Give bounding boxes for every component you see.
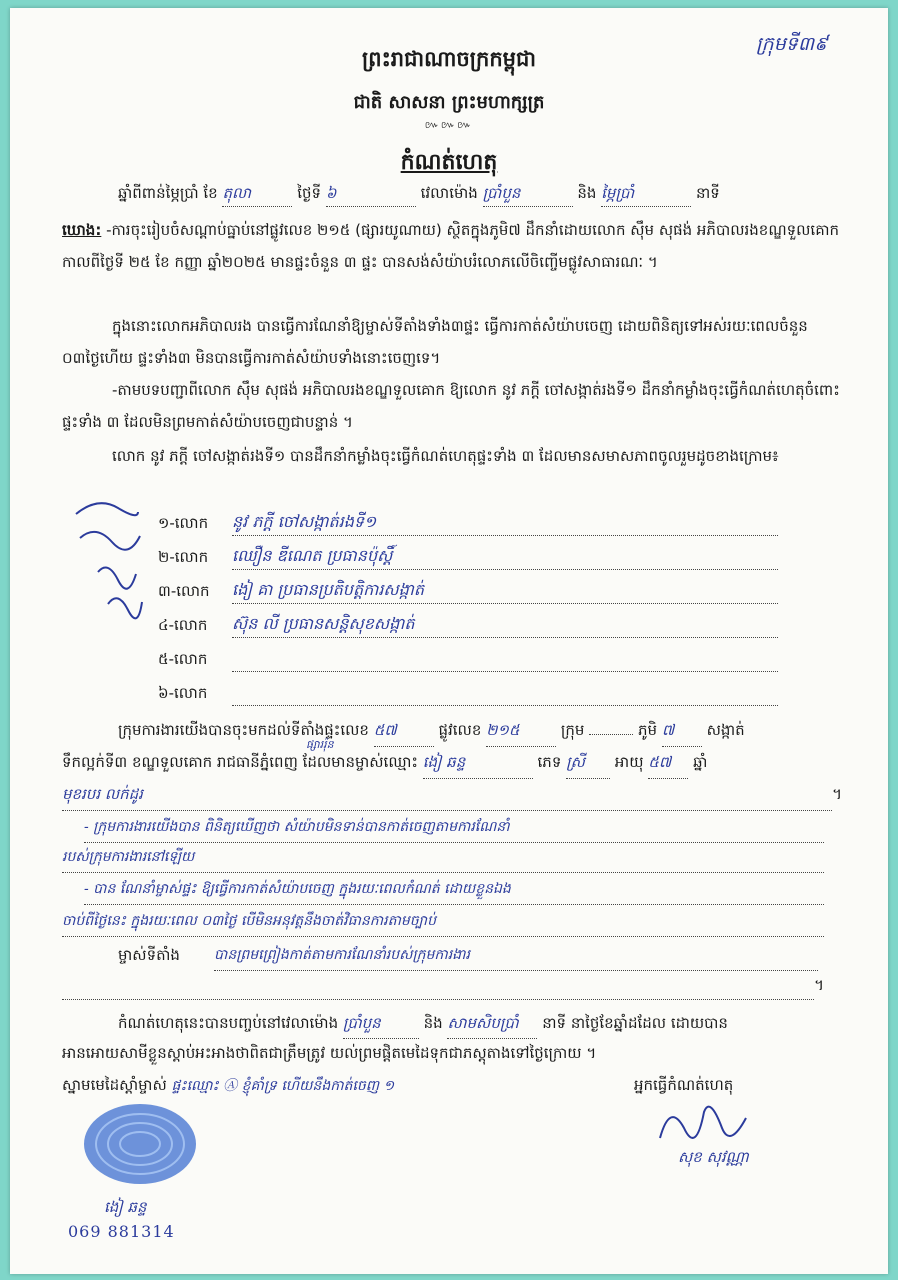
intro-text-5: នាទី (695, 184, 720, 202)
team-text-2: ផ្លូវលេខ (438, 721, 482, 739)
team-text-4: ភូមិ (638, 721, 658, 739)
participant-value (232, 685, 778, 706)
owner-statement: បានព្រមព្រៀងកាត់តាមការណែនាំរបស់ក្រុមការងារ (214, 940, 818, 971)
right-signature-label: អ្នកធ្វើកំណត់ហេតុ (634, 1076, 734, 1094)
participant-row (158, 672, 778, 706)
team-paragraph-line-1 (118, 714, 838, 747)
reason-label: ឃោង: (62, 221, 102, 239)
finding-line-4: ចាប់ពីថ្ងៃនេះ ក្នុងរយៈពេល ០៣ថ្ងៃ បើមិនអនុវត្តនឹងចាត់វិធានការតាមច្បាប់ (62, 906, 824, 937)
paragraph-2: ក្នុងនោះលោកអភិបាលរង បានធ្វើការណែនាំឱ្យម្ចាស់ទីតាំងទាំង៣ផ្ទះ ធ្វើការកាត់សំយ៉ាបចេញ ដោយពិនិត្យទៅអស់រយៈពេលចំនួន ០៣ថ្ងៃហើយ ផ្ទះទាំង៣ មិនបានធ្វើការកាត់សំយ៉ាបទាំងនោះចេញទេ។ (62, 317, 808, 367)
left-signature-label: ស្នាមមេដៃស្តាំម្ចាស់ (62, 1076, 167, 1094)
finding-line-3: - បាន ណែនាំម្ចាស់ផ្ទះ ឱ្យធ្វើការកាត់សំយ៉ាបចេញ ក្នុងរយៈពេលកំណត់ ដោយខ្លួនឯង (84, 874, 824, 905)
blank-line (62, 970, 814, 1000)
closing-line-2: អានអោយសាមីខ្លួនស្តាប់អះអាងថាពិតជាត្រឹមត្រូវ យល់ព្រមផ្តិតមេដៃទុកជាភស្តុតាងទៅថ្ងៃក្រោយ ។ (62, 1044, 597, 1062)
participant-value: ងៀ គា ប្រធានប្រតិបត្តិការសង្កាត់ (232, 579, 778, 604)
intro-line (118, 184, 818, 214)
corner-number: ក្រុមទី៣៩ (756, 33, 828, 55)
line-end: ។ (832, 785, 842, 803)
owner-occupation: មុខរបរ លក់ដូរ (62, 778, 832, 811)
house-number: ៥៧ (374, 714, 434, 747)
participant-label: ៤-លោក (158, 616, 208, 634)
team-text-5: សង្កាត់ (706, 721, 745, 739)
street-number: ២១៥ (486, 714, 556, 747)
team-text-1: ក្រុមការងារយើងបានចុះមកដល់ទីតាំងផ្ទះលេខ (118, 721, 369, 739)
team-text-9: ឆ្នាំ (693, 753, 708, 771)
participant-signatures (68, 494, 158, 634)
team-text-7: ភេទ (537, 753, 562, 771)
closing-minute: សាមសិបប្រាំ (447, 1008, 537, 1039)
participant-label: ៣-លោក (158, 582, 210, 600)
paragraph-3: -តាមបទបញ្ជាពីលោក ស៊ឹម សុផង់ អភិបាលរងខណ្ឌទួលគោក ឱ្យលោក នូវ ភក្តី ចៅសង្កាត់រងទី១ ដឹកនាំកម្លាំងចុះធ្វើកំណត់ហេតុចំពោះផ្ទះទាំង ៣ ដែលមិនព្រមកាត់សំយ៉ាបចេញជាបន្ទាន់ ។ (62, 381, 840, 431)
document-title: កំណត់ហេតុ (400, 150, 498, 175)
left-signature-line (62, 1070, 622, 1101)
thumbprint-name: ងៀ ឆន្ទ (104, 1198, 147, 1216)
finding-line-1: - ក្រុមការងារយើងបាន ពិនិត្យឃើញថា សំយ៉ាបមិនទាន់បានកាត់ចេញតាមការណែនាំ (84, 812, 824, 843)
intro-minute: ម្ភៃប្រាំ (601, 184, 691, 207)
kingdom-heading: ព្រះរាជាណាចក្រកម្ពុជា (361, 46, 536, 71)
participant-label: ៦-លោក (158, 684, 208, 702)
intro-day: ៦ (326, 184, 416, 207)
participant-value: ស៊ុន លី ប្រធានសន្តិសុខសង្កាត់ (232, 613, 778, 638)
team-text-6: ទឹកល្អក់ទី៣ ខណ្ឌទួលគោក រាជធានីភ្នំពេញ ដែលមានម្ចាស់ឈ្មោះ (62, 753, 418, 771)
ornament: ៚៚៚ (424, 120, 474, 131)
closing-text-1: កំណត់ហេតុនេះបានបញ្ចប់នៅវេលាម៉ោង (118, 1014, 339, 1032)
participant-row (158, 604, 778, 638)
intro-hour: ប្រាំបួន (483, 184, 573, 207)
owner-age: ៥៧ (648, 746, 688, 779)
participants-list (158, 502, 778, 706)
above-note: ផ្សាររ៉ុន (306, 738, 334, 751)
phone-number: 069 881314 (68, 1222, 175, 1241)
participant-label: ៥-លោក (158, 650, 208, 668)
owner-label: ម្ចាស់ទីតាំង (118, 946, 180, 964)
intro-text-4: និង (577, 184, 597, 202)
motto-heading: ជាតិ សាសនា ព្រះមហាក្សត្រ (353, 92, 545, 113)
participant-label: ២-លោក (158, 548, 209, 566)
participant-label: ១-លោក (158, 514, 209, 532)
closing-line-1 (118, 1008, 838, 1039)
participant-value: ឈឿន ឌីណេត ប្រធានប៉ុស្តិ៍ (232, 545, 778, 570)
participant-value: នូវ ភក្តី ចៅសង្កាត់រងទី១ (232, 511, 778, 536)
intro-text-2: ថ្ងៃទី (297, 184, 322, 202)
intro-month: តុលា (222, 184, 292, 207)
group-number (589, 734, 633, 735)
finding-line-2: របស់ក្រុមការងារនៅឡើយ (62, 842, 824, 873)
paragraph-4: លោក នូវ ភក្តី ចៅសង្កាត់រងទី១ បានដឹកនាំកម្លាំងចុះធ្វើកំណត់ហេតុផ្ទះទាំង ៣ ដែលមានសមាសភាពចូលរួមដូចខាងក្រោម៖ (112, 447, 779, 465)
participant-value (232, 651, 778, 672)
signer-name: សុខ សុវណ្ណា (678, 1148, 749, 1166)
closing-hour: ប្រាំបួន (343, 1008, 419, 1039)
village-number: ៧ (662, 714, 702, 747)
team-text-3: ក្រុម (560, 721, 585, 739)
owner-end: ។ (814, 976, 824, 994)
team-paragraph-line-2 (62, 746, 842, 779)
participant-row (158, 570, 778, 604)
team-text-8: អាយុ (614, 753, 644, 771)
intro-text-1: ឆ្នាំពីពាន់ម្ភៃប្រាំ ខែ (118, 184, 218, 202)
owner-name: ងៀ ឆន្ទ (423, 746, 533, 779)
team-paragraph-line-3 (62, 778, 842, 811)
owner-sex: ស្រី (566, 746, 610, 779)
participant-row (158, 638, 778, 672)
closing-text-3: នាទី នាថ្ងៃខែឆ្នាំដដែល ដោយបាន (542, 1014, 728, 1032)
reason-text: -ការចុះរៀបចំសណ្តាប់ធ្នាប់នៅផ្លូវលេខ ២១៥ (ផ្សារយូណាយ) ស្ថិតក្នុងភូមិ៧ ដឹកនាំដោយលោក ស៊ឹម សុផង់ អភិបាលរងខណ្ឌទួលគោក កាលពីថ្ងៃទី ២៥ ខែ កញ្ញា ឆ្នាំ២០២៥ មានផ្ទះចំនួន ៣ ផ្ទះ បានសង់សំយ៉ាបរំលោភលើចិញ្ចើមផ្លូវសាធារណៈ ។ (62, 221, 839, 271)
owner-statement-line-2 (62, 970, 824, 1000)
participant-row (158, 502, 778, 536)
document-page (10, 8, 888, 1274)
reason-paragraph (62, 214, 842, 278)
intro-text-3: វេលាម៉ោង (420, 184, 478, 202)
left-signature-hand: ផ្ទះឈ្មោះ Ⓐ ខ្ញុំគាំទ្រ ហើយនឹងកាត់ចេញ ១ (171, 1078, 395, 1094)
thumbprint (74, 1100, 204, 1190)
owner-statement-line (118, 940, 818, 971)
participant-row (158, 536, 778, 570)
closing-text-2: និង (423, 1014, 443, 1032)
